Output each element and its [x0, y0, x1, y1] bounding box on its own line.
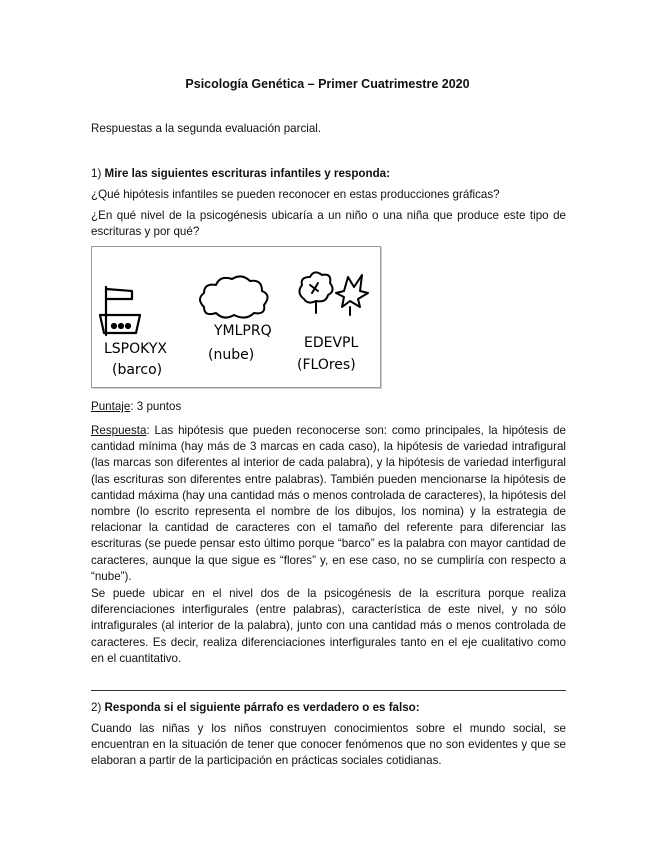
- question-2-heading: [91, 700, 566, 716]
- question-2-number: 2): [91, 701, 102, 714]
- cloud-gloss: (nube): [208, 347, 255, 363]
- score-label: Puntaje: [91, 400, 131, 413]
- section-divider: [91, 690, 566, 691]
- document-title: Psicología Genética – Primer Cuatrimestre 2020: [185, 77, 470, 91]
- children-writing-figure: [91, 246, 381, 388]
- children-writing-drawing: [92, 247, 380, 387]
- boat-writing: LSPOKYX: [104, 341, 167, 357]
- boat-drawing-icon: [100, 287, 140, 335]
- answer-paragraph-2: Se puede ubicar en el nivel dos de la psicogénesis de la escritura porque realiza diferenciaciones interfigurales (entre palabras), característica de este nivel, y no sólo intrafigurales (al interior de la palabra), junto con una cantidad más o menos controlada de caracteres. Es decir, realiza diferenciaciones interfigurales tanto en el eje cualitativo como en el cuantitativo.: [91, 587, 566, 665]
- question-1-heading: [91, 166, 566, 182]
- cloud-drawing-icon: [200, 276, 268, 317]
- intro-text: Respuestas a la segunda evaluación parcial.: [91, 122, 322, 135]
- answer-paragraph-1: [91, 423, 566, 585]
- answer-text-1: : Las hipótesis que pueden reconocerse son: como principales, la hipótesis de cantidad mínima (hay más de 3 marcas en cada caso), la hipótesis de variedad intrafigural (las marcas son diferentes al interior de cada palabra), y la hipótesis de variedad interfigural (las escrituras son diferentes entre palabras). También pueden mencionarse la hipótesis de cantidad máxima (hay una cantidad más o menos controlada de caracteres), la hipótesis del nombre (lo escrito representa el nombre de los dibujos, los nomina) y la estrategia de relacionar la cantidad de caracteres con el tamaño del referente para diferenciar las escrituras (se puede pensar esto último porque “barco” es la palabra con mayor cantidad de caracteres, aunque la que sigue es “flores” y, en ese caso, no se cumpliría con respecto a “nube”).: [91, 424, 566, 583]
- flowers-gloss: (FLOres): [297, 357, 356, 373]
- question-1-title: Mire las siguientes escrituras infantiles y responda:: [104, 167, 390, 180]
- answer-label: Respuesta: [91, 424, 147, 437]
- score-line: [91, 399, 566, 415]
- score-value: : 3 puntos: [130, 400, 182, 413]
- cloud-writing: YMLPRQ: [214, 323, 272, 339]
- question-1-number: 1): [91, 167, 102, 180]
- flowers-writing: EDEVPL: [304, 335, 359, 351]
- question-1b: ¿En qué nivel de la psicogénesis ubicaría a un niño o una niña que produce este tipo de escrituras y por qué?: [91, 209, 566, 239]
- flowers-drawing-icon: [299, 272, 368, 315]
- boat-gloss: (barco): [112, 362, 163, 378]
- question-2-title: Responda si el siguiente párrafo es verdadero o es falso:: [104, 701, 420, 714]
- question-2-statement: Cuando las niñas y los niños construyen conocimientos sobre el mundo social, se encuentran en la situación de tener que conocer fenómenos que no son evidentes y que se elaboran a partir de la participación en prácticas sociales cotidianas.: [91, 722, 566, 768]
- question-1a: ¿Qué hipótesis infantiles se pueden reconocer en estas producciones gráficas?: [91, 188, 500, 201]
